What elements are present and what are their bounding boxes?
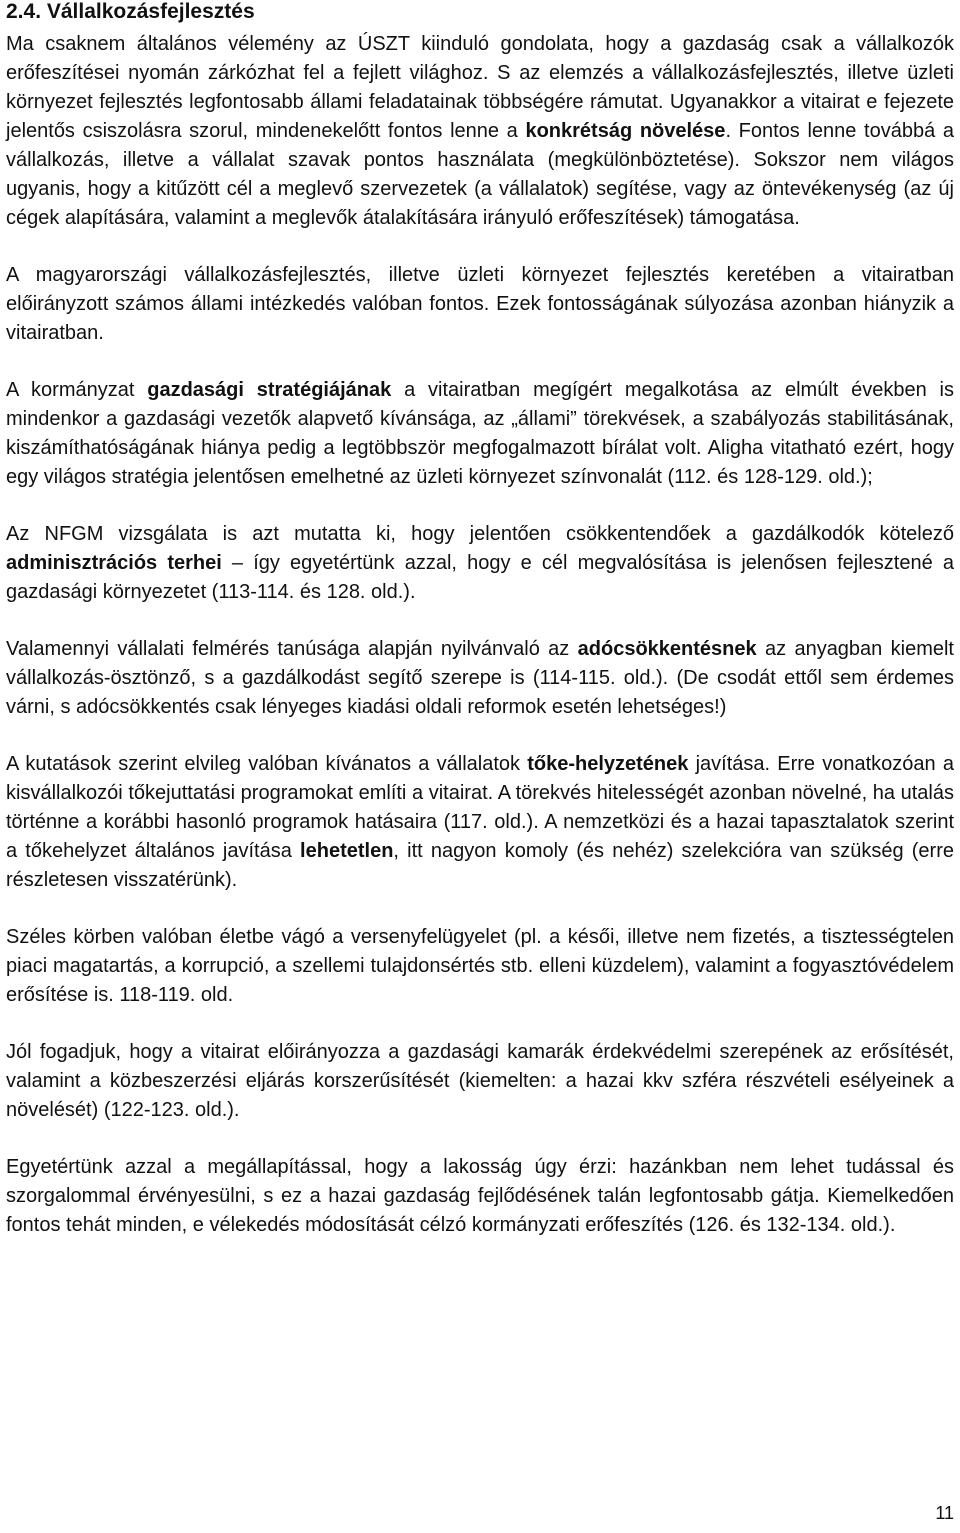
emphasis-text: adócsökkentésnek: [577, 638, 757, 660]
paragraph-text: Ma csaknem általános vélemény az ÚSZT kiinduló gondolata, hogy a gazdaság csak a vállalkozók erőfeszítései nyomán zárkózhat fel a fejlett világhoz. S az elemzés a vállalkozásfejlesztés, illetve üzleti környezet fejlesztés legfontosabb állami feladatainak többségére rámutat. Ugyanakkor a vitairat e fejezete jelentős csiszolásra szorul, mindenekelőtt fontos lenne a: [6, 33, 954, 142]
emphasis-text: konkrétság növelése: [525, 120, 726, 142]
paragraph-text: javítása. Erre vonatkozóan a kisvállalkozói tőkejuttatási programokat említi a vitairat. A törekvés hitelességét azonban növelné, ha utalás történne a korábbi hasonló programok hatásaira (117. old.). A nemzetközi és a hazai tapasztalatok szerint a tőkehelyzet általános javítása: [6, 753, 954, 862]
emphasis-text: lehetetlen: [300, 840, 394, 862]
paragraph-text: Egyetértünk azzal a megállapítással, hogy a lakosság úgy érzi: hazánkban nem lehet tudással és szorgalommal érvényesülni, s ez a hazai gazdaság fejlődésének talán legfontosabb gátja. Kiemelkedően fontos tehát minden, e vélekedés módosítását célzó kormányzati erőfeszítés (126. és 132-134. old.).: [6, 1156, 954, 1236]
paragraph-text: az anyagban kiemelt vállalkozás-ösztönző, s a gazdálkodást segítő szerepe is (114-115. old.). (De csodát ettől sem érdemes várni, s adócsökkentés csak lényeges kiadási oldali reformok esetén lehetséges!): [6, 638, 954, 718]
paragraph-text: Széles körben valóban életbe vágó a versenyfelügyelet (pl. a késői, illetve nem fizetés, a tisztességtelen piaci magatartás, a korrupció, a szellemi tulajdonsértés stb. elleni küzdelem), valamint a fogyasztóvédelem erősítése is. 118-119. old.: [6, 926, 954, 1006]
paragraph-2: [6, 261, 954, 348]
paragraph-text: a vitairatban megígért megalkotása az elmúlt években is mindenkor a gazdasági vezetők alapvető kívánsága, az „állami” törekvések, a szabályozás stabilitásának, kiszámíthatóságának hiánya pedig a legtöbbször megfogalmazott bírálat volt. Aligha vitatható ezért, hogy egy világos stratégia jelentősen emelhetné az üzleti környezet színvonalát (112. és 128-129. old.);: [6, 379, 954, 488]
paragraph-text: – így egyetértünk azzal, hogy e cél megvalósítása is jelenősen fejlesztené a gazdasági környezetet (113-114. és 128. old.).: [6, 552, 954, 603]
paragraph-text: A kutatások szerint elvileg valóban kívánatos a vállalatok: [6, 753, 528, 775]
emphasis-text: adminisztrációs terhei: [6, 552, 222, 574]
emphasis-text: tőke-helyzetének: [527, 753, 689, 775]
paragraph-4: [6, 520, 954, 607]
paragraph-text: , itt nagyon komoly (és nehéz) szelekcióra van szükség (erre részletesen visszatérünk).: [6, 840, 955, 891]
paragraph-text: . Fontos lenne továbbá a vállalkozás, illetve a vállalat szavak pontos használata (megkülönböztetése). Sokszor nem világos ugyanis, hogy a kitűzött cél a meglevő szervezetek (a vállalatok) segítése, vagy az öntevékenység (az új cégek alapítására, valamint a meglevők átalakítására irányuló erőfeszítések) támogatása.: [6, 120, 955, 229]
paragraph-3: [6, 376, 954, 492]
page-number: 11: [935, 1503, 954, 1523]
paragraph-7: [6, 923, 954, 1010]
paragraph-text: A kormányzat: [6, 379, 148, 401]
document-page: [6, 0, 954, 1240]
paragraph-5: [6, 635, 954, 722]
paragraph-text: A magyarországi vállalkozásfejlesztés, illetve üzleti környezet fejlesztés keretében a vitairatban előirányzott számos állami intézkedés valóban fontos. Ezek fontosságának súlyozása azonban hiányzik a vitairatban.: [6, 264, 954, 344]
paragraph-1: [6, 30, 954, 233]
paragraph-text: Jól fogadjuk, hogy a vitairat előirányozza a gazdasági kamarák érdekvédelmi szerepének az erősítését, valamint a közbeszerzési eljárás korszerűsítését (kiemelten: a hazai kkv szféra részvételi esélyeinek a növelését) (122-123. old.).: [6, 1041, 954, 1121]
paragraph-6: [6, 750, 954, 895]
paragraph-9: [6, 1153, 954, 1240]
paragraph-8: [6, 1038, 954, 1125]
section-heading: 2.4. Vállalkozásfejlesztés: [6, 0, 255, 23]
emphasis-text: gazdasági stratégiájának: [147, 379, 392, 401]
paragraph-text: Az NFGM vizsgálata is azt mutatta ki, hogy jelentően csökkentendőek a gazdálkodók kötelező: [6, 523, 954, 545]
paragraph-text: Valamennyi vállalati felmérés tanúsága alapján nyilvánvaló az: [6, 638, 578, 660]
